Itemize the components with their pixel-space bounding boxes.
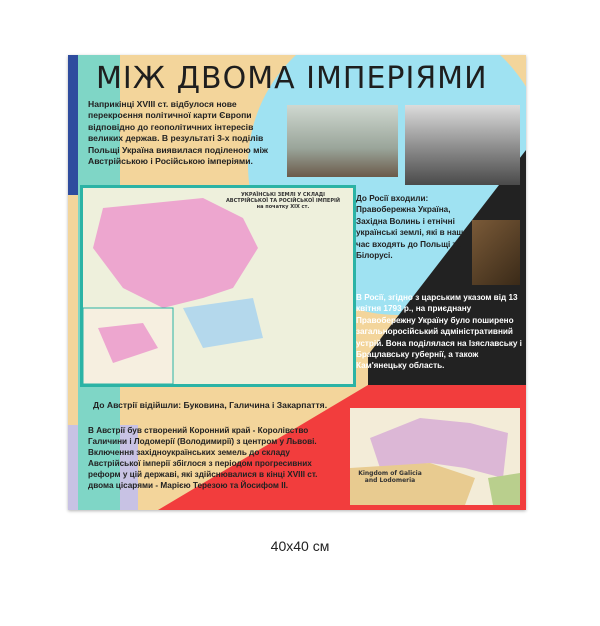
map-ukrainian-lands [80, 185, 356, 387]
poster-title: МІЖ ДВОМА ІМПЕРІЯМИ [96, 61, 488, 96]
austria-lands-text: До Австрії відійшли: Буковина, Галичина і Закарпаття. [93, 400, 328, 410]
map-galicia [350, 408, 520, 505]
russia-admin-text: В Росії, згідно з царським указом від 13 квітня 1793 р., на приєднану Правобережну Україну було поширено загальноросійський адміністративний устрій. Вона поділялася на Ізяславську і Брацлавську губернії, а також Кам'янецьку область. [356, 293, 522, 371]
austria-text: В Австрії був створений Коронний край - Королівство Галичини і Лодомерії (Володимирії) з центром у Львові. Включення західноукраїнських земель до складу Австрійської імперії збіглося з періодом прогресивних реформ у цій державі, які здійснювалися в кінці XVIII ст. двома цісарями - Марією Терезою та Йосифом II. [88, 426, 318, 490]
photo-peasants [405, 105, 520, 185]
galicia-caption: Kingdom of Galicia and Lodomeria [358, 470, 422, 484]
map-drawing [83, 188, 353, 384]
map-title: УКРАЇНСЬКІ ЗЕМЛІ У СКЛАДІ АВСТРІЙСЬКОЇ ТА РОСІЙСЬКОЇ ІМПЕРІЙ на початку XIX ст. [225, 192, 341, 210]
painting-crowd [287, 105, 398, 177]
painting-couple [472, 220, 520, 285]
size-label: 40x40 см [270, 538, 330, 554]
galicia-drawing [350, 408, 520, 505]
poster [68, 55, 526, 510]
russia-lands-text: До Росії входили: Правобережна Україна, Західна Волинь і етнічні українські землі, які в наш час входять до Польщі та Білорусі. [356, 194, 464, 261]
intro-text: Наприкінці XVIII ст. відбулося нове перекроєння політичної карти Європи відповідно до геополітичних інтересів великих держав. В результаті 3-х поділів Польщі Україна виявилася поділеною між Австрійською і Російською імперіями. [88, 99, 268, 167]
